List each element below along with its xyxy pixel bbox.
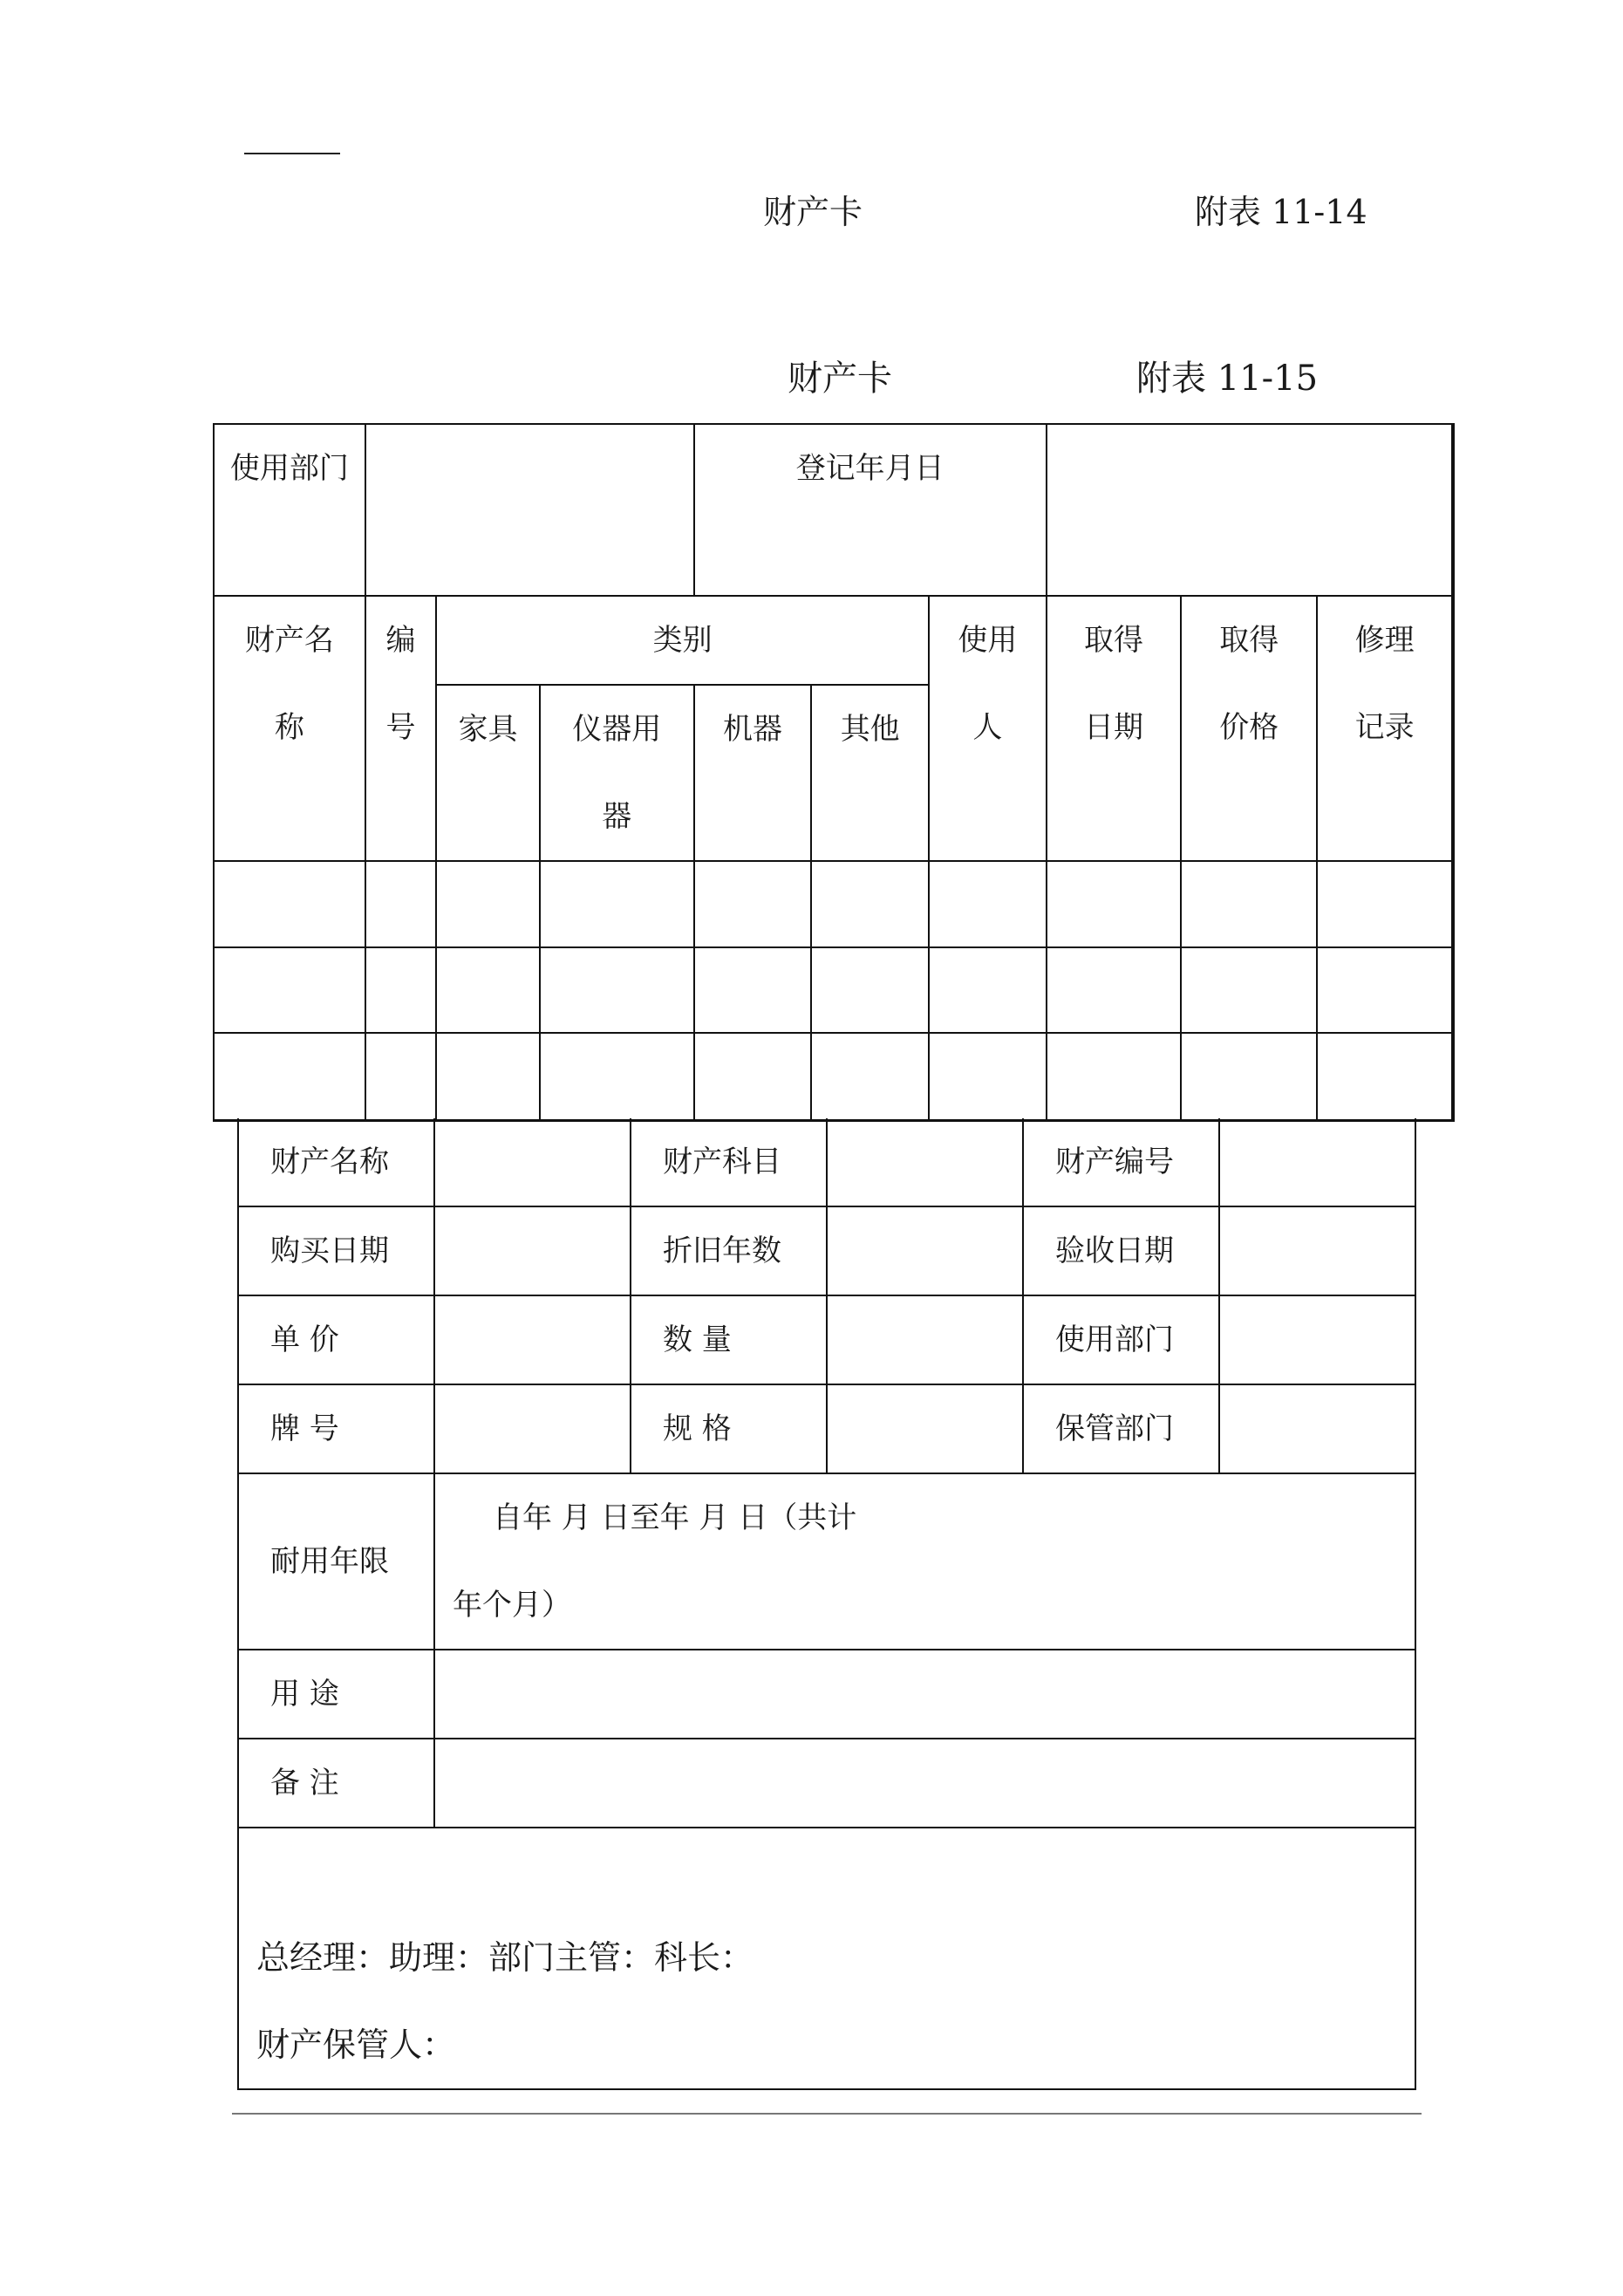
- number-label-cell: [365, 596, 436, 861]
- spec-label: 规 格: [631, 1384, 827, 1473]
- acceptance-date-label: 验收日期: [1023, 1206, 1219, 1295]
- cell[interactable]: [694, 947, 812, 1033]
- category-instrument-cell: [540, 685, 694, 861]
- cell[interactable]: [1317, 1033, 1453, 1120]
- acq-price-label: 取得价格: [1219, 623, 1279, 745]
- cell[interactable]: [1047, 1033, 1182, 1120]
- acceptance-date-value-cell[interactable]: [1219, 1206, 1415, 1295]
- cell[interactable]: [214, 1033, 365, 1120]
- cell[interactable]: [929, 1033, 1047, 1120]
- cell[interactable]: [811, 1033, 929, 1120]
- depreciation-years-label: 折旧年数: [631, 1206, 827, 1295]
- life-line-1: 自年 月 日至年 月 日（共计: [493, 1500, 857, 1535]
- cell[interactable]: [540, 947, 694, 1033]
- brand-label: 牌 号: [238, 1384, 434, 1473]
- table-row: [238, 1118, 1415, 1206]
- note-value-cell[interactable]: [434, 1739, 1415, 1828]
- use-value-cell[interactable]: [434, 1650, 1415, 1739]
- cell[interactable]: [436, 1033, 540, 1120]
- brand-value-cell[interactable]: [434, 1384, 631, 1473]
- property-card-table-1: [213, 423, 1455, 1122]
- cell[interactable]: [694, 861, 812, 947]
- signature-line-2: 财产保管人：: [256, 2026, 456, 2064]
- cell[interactable]: [1317, 861, 1453, 947]
- cell[interactable]: [811, 947, 929, 1033]
- cell[interactable]: [694, 1033, 812, 1120]
- subject-label: 财产科目: [631, 1118, 827, 1206]
- use-label: 用 途: [238, 1650, 434, 1739]
- custody-dept-label: 保管部门: [1023, 1384, 1219, 1473]
- table-row: [238, 1473, 1415, 1650]
- table-row: [238, 1295, 1415, 1384]
- name-label-cell: [214, 596, 365, 861]
- life-line-2: 年个月）: [453, 1588, 571, 1623]
- cell[interactable]: [929, 947, 1047, 1033]
- asset-number-value-cell[interactable]: [1219, 1118, 1415, 1206]
- acq-date-label: 取得日期: [1084, 623, 1144, 745]
- unit-price-label: 单 价: [238, 1295, 434, 1384]
- purchase-date-label: 购买日期: [238, 1206, 434, 1295]
- cell[interactable]: [1181, 947, 1317, 1033]
- cell[interactable]: [1181, 1033, 1317, 1120]
- cell[interactable]: [214, 947, 365, 1033]
- cell[interactable]: [365, 861, 436, 947]
- cell[interactable]: [1181, 861, 1317, 947]
- cell[interactable]: [365, 947, 436, 1033]
- name-label: 财产名称: [238, 1118, 434, 1206]
- category-instrument: 仪器用器: [572, 712, 662, 834]
- cell[interactable]: [1317, 947, 1453, 1033]
- cell[interactable]: [436, 861, 540, 947]
- card1-appendix: 附表 11-14: [1195, 193, 1367, 231]
- user-label-cell: [929, 596, 1047, 861]
- custody-dept-value-cell[interactable]: [1219, 1384, 1415, 1473]
- category-other: 其他: [840, 712, 900, 747]
- acq-price-label-cell: [1181, 596, 1317, 861]
- category-other-cell: [811, 685, 929, 861]
- cell[interactable]: [811, 861, 929, 947]
- property-card-table-2: [237, 1118, 1416, 2090]
- signature-cell: [238, 1828, 1415, 2089]
- reg-date-label: 登记年月日: [795, 451, 944, 486]
- category-label-cell: [436, 596, 929, 685]
- dept-label: 使用部门: [229, 451, 349, 486]
- signature-row: [238, 1828, 1415, 2089]
- depreciation-years-value-cell[interactable]: [827, 1206, 1023, 1295]
- category-furniture-cell: [436, 685, 540, 861]
- cell[interactable]: [1047, 861, 1182, 947]
- cell[interactable]: [436, 947, 540, 1033]
- category-machine-cell: [694, 685, 812, 861]
- dept-label-cell: [214, 424, 365, 596]
- reg-date-value-cell[interactable]: [1047, 424, 1453, 596]
- category-furniture: 家具: [458, 712, 518, 747]
- card2-title: 财产卡: [788, 359, 892, 399]
- life-value-cell[interactable]: [434, 1473, 1415, 1650]
- unit-price-value-cell[interactable]: [434, 1295, 631, 1384]
- using-dept-label: 使用部门: [1023, 1295, 1219, 1384]
- name-label: 财产名称: [244, 623, 334, 745]
- cell[interactable]: [540, 861, 694, 947]
- table-row: [238, 1206, 1415, 1295]
- life-label: 耐用年限: [238, 1473, 434, 1650]
- spec-value-cell[interactable]: [827, 1384, 1023, 1473]
- category-label: 类别: [652, 623, 713, 658]
- subject-value-cell[interactable]: [827, 1118, 1023, 1206]
- table-row: [214, 1033, 1453, 1120]
- repair-label: 修理记录: [1354, 623, 1415, 745]
- number-label: 编号: [385, 623, 416, 745]
- user-label: 使用人: [958, 623, 1018, 745]
- cell[interactable]: [1047, 947, 1182, 1033]
- quantity-value-cell[interactable]: [827, 1295, 1023, 1384]
- footer-rule: [232, 2113, 1422, 2115]
- quantity-label: 数 量: [631, 1295, 827, 1384]
- cell[interactable]: [365, 1033, 436, 1120]
- table-row: [238, 1739, 1415, 1828]
- cell[interactable]: [540, 1033, 694, 1120]
- card2-appendix: 附表 11-15: [1136, 359, 1319, 399]
- cell[interactable]: [214, 861, 365, 947]
- header-rule: [244, 153, 340, 154]
- using-dept-value-cell[interactable]: [1219, 1295, 1415, 1384]
- category-machine: 机器: [723, 712, 783, 747]
- dept-value-cell[interactable]: [365, 424, 694, 596]
- card1-title: 财产卡: [763, 193, 863, 231]
- acq-date-label-cell: [1047, 596, 1182, 861]
- table-row: [238, 1384, 1415, 1473]
- note-label: 备 注: [238, 1739, 434, 1828]
- asset-number-label: 财产编号: [1023, 1118, 1219, 1206]
- reg-date-label-cell: [694, 424, 1047, 596]
- signature-line-1: 总经理：助理：部门主管：科长：: [256, 1938, 754, 1977]
- table-row: [214, 861, 1453, 947]
- name-value-cell[interactable]: [434, 1118, 631, 1206]
- cell[interactable]: [929, 861, 1047, 947]
- purchase-date-value-cell[interactable]: [434, 1206, 631, 1295]
- repair-label-cell: [1317, 596, 1453, 861]
- table-row: [238, 1650, 1415, 1739]
- table-row: [214, 947, 1453, 1033]
